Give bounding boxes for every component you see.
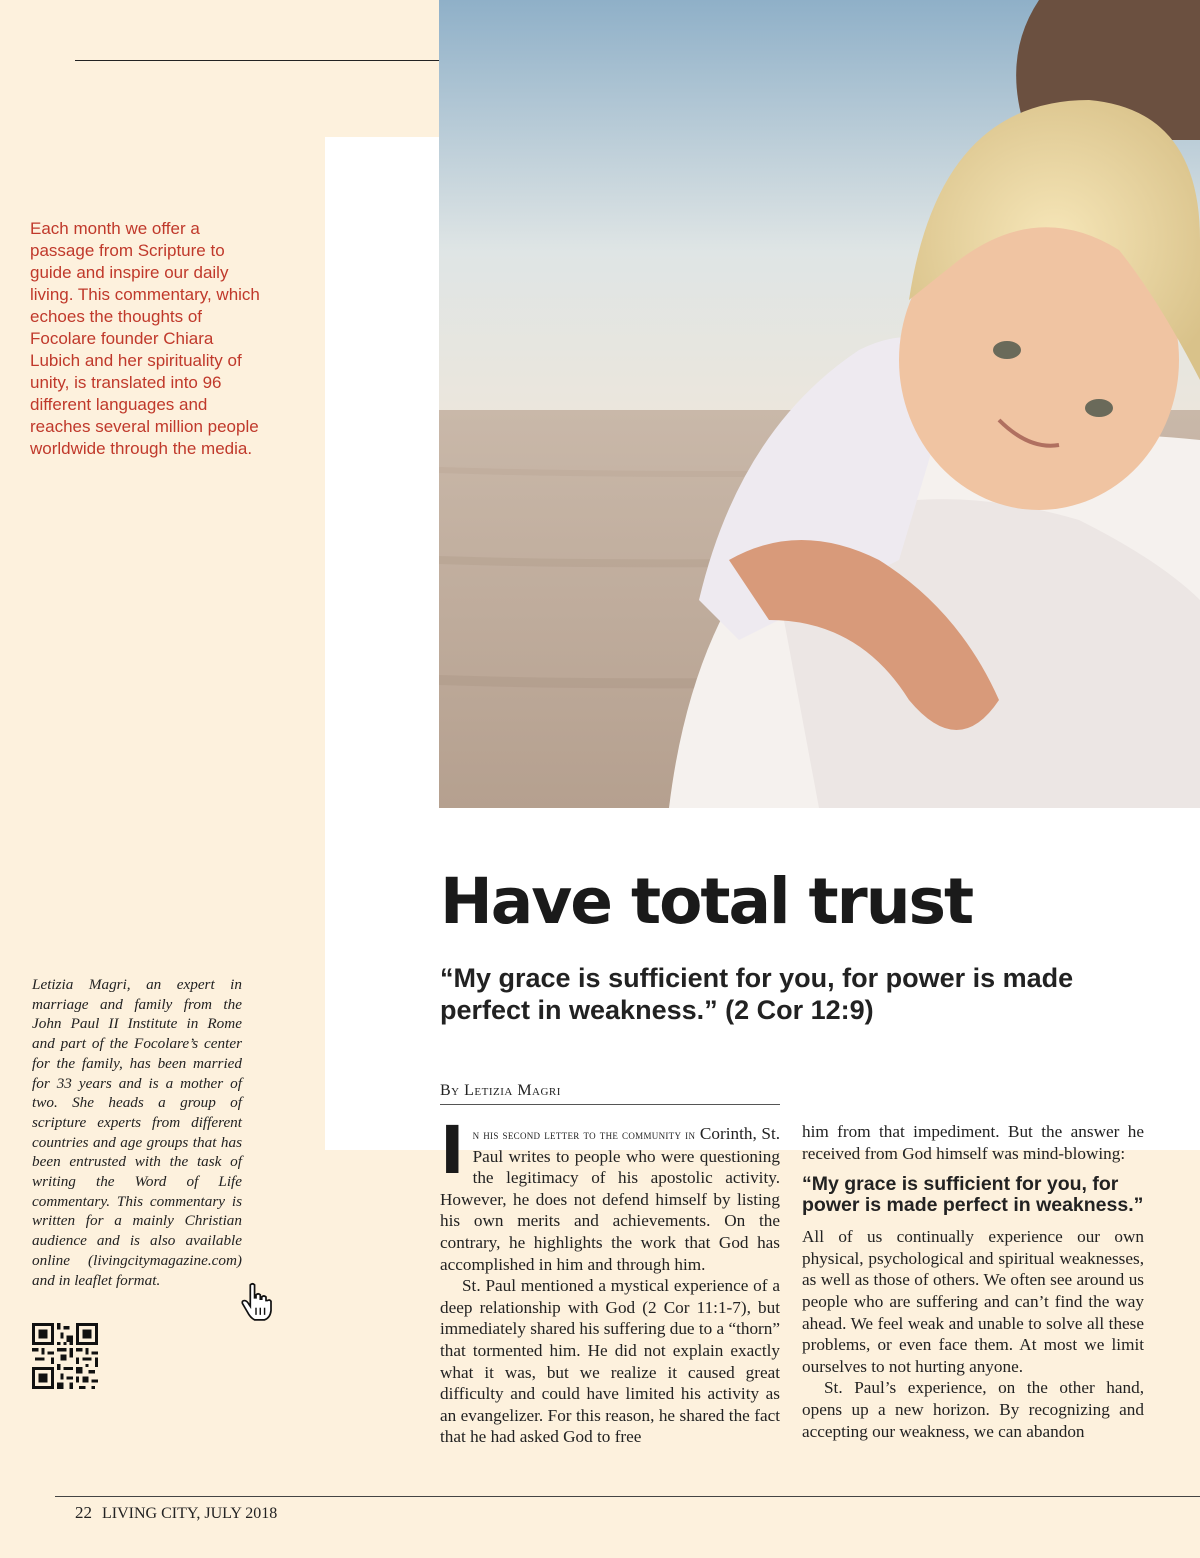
- footer-rule: [55, 1496, 1200, 1497]
- page-footer: [75, 1503, 277, 1523]
- hero-photo: [439, 0, 1200, 808]
- article-paragraph: [440, 1112, 781, 1275]
- article-column-1: [440, 1112, 781, 1448]
- drop-cap: I: [440, 1112, 465, 1189]
- subhead-quote: “My grace is sufficient for you, for power is made perfect in weakness.” (2 Cor 12:9): [440, 963, 1074, 1025]
- paragraph-text: Corinth, St. Paul writes to people who were questioning the legitimacy of his apostolic activity. However, he does not defend himself by listing his own merits and achievements. On the contrary, he highlights the work that God has accomplished in him and through him.: [440, 1124, 781, 1274]
- article-paragraph: All of us continually experience our own physical, psychological and spiritual weaknesses, as well as those of others. We often see around us people who are suffering and can’t find the way ahead. We feel weak and unable to solve all these problems, or even face them. At most we limit ourselves to not hurting anyone.: [802, 1227, 1144, 1376]
- intro-text: Each month we offer a passage from Scripture to guide and inspire our daily living. This commentary, which echoes the thoughts of Focolare founder Chiara Lubich and her spirituality of unity, is translated into 96 different languages and reaches several million people worldwide through the media.: [30, 219, 260, 458]
- top-rule: [75, 60, 440, 61]
- headline: Have total trust: [440, 865, 973, 938]
- byline-text: By Letizia Magri: [440, 1082, 561, 1099]
- qr-code[interactable]: [32, 1323, 98, 1389]
- article-paragraph: St. Paul’s experience, on the other hand, opens up a new horizon. By recognizing and accepting our weakness, we can abandon: [802, 1378, 1144, 1441]
- author-bio: Letizia Magri, an expert in marriage and family from the John Paul II Institute in Rome and part of the Focolare’s center for the family, has been married for 33 years and is a mother of two. She heads a group of scripture experts from different countries and age groups that has been entrusted with the task of writing the Word of Life commentary. This commentary is written for a mainly Christian audience and is also available online (livingcitymagazine.com) and in leaflet format.: [32, 976, 242, 1289]
- byline-rule: [440, 1104, 780, 1105]
- pull-quote: “My grace is sufficient for you, for power is made perfect in weakness.”: [802, 1173, 1144, 1217]
- article-paragraph: St. Paul mentioned a mystical experience of a deep relationship with God (2 Cor 11:1-7), but immediately shared his suffering due to a “thorn” that tormented him. He did not explain exactly what it was, but we realize it caused great difficulty and could have limited his activity as an evangelizer. For this reason, he shared the fact that he had asked God to free: [440, 1276, 780, 1447]
- pointer-hand-icon[interactable]: [238, 1282, 274, 1322]
- page-number: 22: [75, 1503, 92, 1522]
- lead-in: n his second letter to the community in: [472, 1127, 696, 1142]
- publication-name: LIVING CITY, JULY 2018: [102, 1505, 278, 1522]
- article-paragraph: him from that impediment. But the answer he received from God himself was mind-blowing:: [802, 1122, 1144, 1163]
- article-column-2: [802, 1121, 1144, 1442]
- byline: [440, 1082, 780, 1100]
